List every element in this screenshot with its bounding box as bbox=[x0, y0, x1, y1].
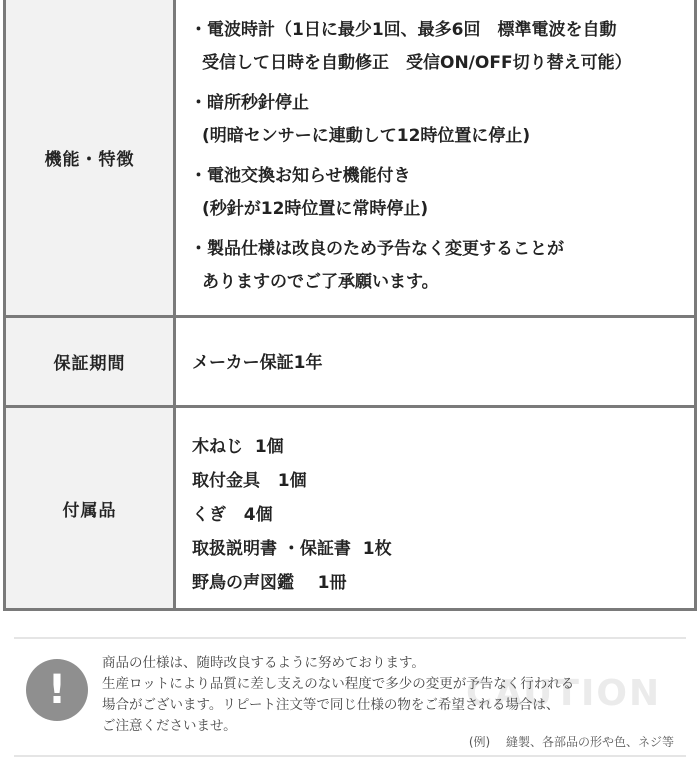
accessory-item: くぎ 4個 bbox=[192, 505, 273, 525]
caution-watermark: CAUTION bbox=[466, 673, 662, 714]
notice-line: 場合がございます。リピート注文等で同じ仕様の物をご希望される場合は、 bbox=[102, 697, 560, 713]
feature-line: (秒針が12時位置に常時停止) bbox=[202, 199, 429, 219]
feature-line: ・電波時計（1日に最少1回、最多6回 標準電波を自動 bbox=[190, 20, 617, 40]
feature-line: ・電池交換お知らせ機能付き bbox=[190, 166, 411, 186]
feature-line: 受信して日時を自動修正 受信ON/OFF切り替え可能） bbox=[202, 53, 632, 73]
feature-line: ・製品仕様は改良のため予告なく変更することが bbox=[190, 239, 564, 259]
feature-item bbox=[190, 14, 700, 80]
accessory-item: 野鳥の声図鑑 1冊 bbox=[192, 573, 347, 593]
accessory-item: 取扱説明書 ・保証書 1枚 bbox=[192, 539, 392, 559]
exclamation-icon: ! bbox=[26, 659, 88, 721]
warranty-value-cell bbox=[176, 318, 694, 405]
caution-notice bbox=[14, 637, 686, 757]
warranty-row bbox=[6, 318, 694, 405]
notice-line: 商品の仕様は、随時改良するように努めております。 bbox=[102, 655, 425, 671]
feature-list bbox=[190, 14, 700, 306]
example-note: (例) 縫製、各部品の形や色、ネジ等 bbox=[468, 735, 674, 749]
accessory-item: 取付金具 1個 bbox=[192, 471, 307, 491]
accessories-value bbox=[176, 408, 694, 608]
feature-item bbox=[190, 233, 700, 299]
features-row bbox=[6, 0, 694, 315]
features-value bbox=[176, 0, 694, 315]
accessory-item: 木ねじ 1個 bbox=[192, 437, 284, 457]
feature-item bbox=[190, 87, 700, 153]
feature-line: ありますのでご了承願います。 bbox=[202, 272, 439, 292]
warranty-value: メーカー保証1年 bbox=[192, 353, 323, 373]
column-divider bbox=[173, 0, 176, 608]
notice-line: 生産ロットにより品質に差し支えのない程度で多少の変更が予告なく行われる bbox=[102, 676, 575, 692]
accessories-list bbox=[192, 430, 392, 600]
features-label: 機能・特徴 bbox=[6, 0, 173, 315]
feature-line: (明暗センサーに連動して12時位置に停止) bbox=[202, 126, 531, 146]
warranty-label: 保証期間 bbox=[6, 318, 173, 405]
feature-line: ・暗所秒針停止 bbox=[190, 93, 309, 113]
feature-item bbox=[190, 160, 700, 226]
accessories-label: 付属品 bbox=[6, 408, 173, 608]
notice-text bbox=[102, 653, 574, 737]
notice-line: ご注意くださいませ。 bbox=[102, 718, 237, 734]
spec-table bbox=[3, 0, 697, 611]
accessories-row bbox=[6, 408, 694, 608]
